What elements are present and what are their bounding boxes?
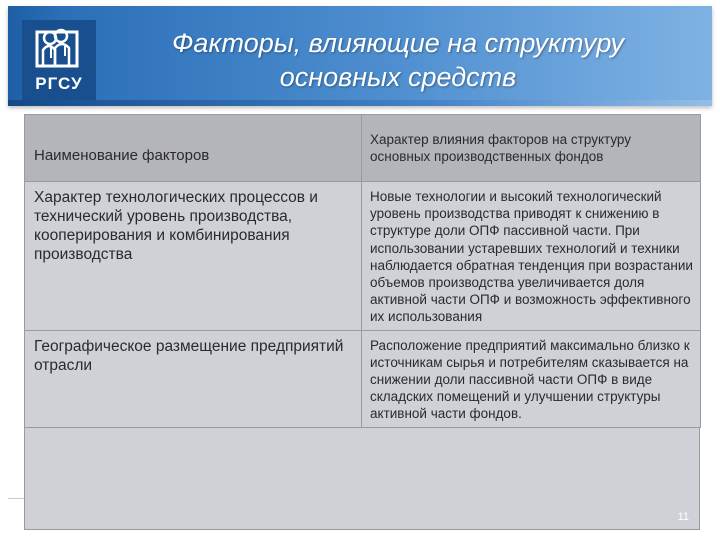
table-header-row (25, 115, 701, 182)
university-logo (22, 20, 96, 100)
logo-text: РГСУ (35, 74, 83, 93)
title-line-2: основных средств (279, 62, 517, 92)
header-effect: Характер влияния факторов на структуру основных производственных фондов (362, 115, 701, 182)
table-row (25, 330, 701, 427)
effect-cell: Новые технологии и высокий технологический уровень производства приводят к снижению в структуре доли ОПФ пассивной части. При использовании устаревших технологий и техники наблюдается обратная тенденция при возрастании объемов производства увеличивается доля активной части ОПФ и возможность эффективного их использования (362, 182, 701, 331)
factors-table (24, 114, 700, 530)
divider (8, 498, 24, 499)
title-line-1: Факторы, влияющие на структуру (171, 28, 625, 58)
factor-cell: Географическое размещение предприятий отрасли (25, 330, 362, 427)
slide-header (8, 6, 712, 106)
table-row (25, 182, 701, 331)
effect-cell: Расположение предприятий максимально близко к источникам сырья и потребителям сказывается на снижении доли пассивной части ОПФ в виде складских помещений и улучшении структуры активной части фондов. (362, 330, 701, 427)
header-factor-name: Наименование факторов (25, 115, 362, 182)
slide-title (128, 26, 668, 94)
page-number: 11 (677, 511, 689, 523)
factor-cell: Характер технологических процессов и технический уровень производства, кооперирования и комбинирования производства (25, 182, 362, 331)
emblem-icon (35, 26, 83, 74)
